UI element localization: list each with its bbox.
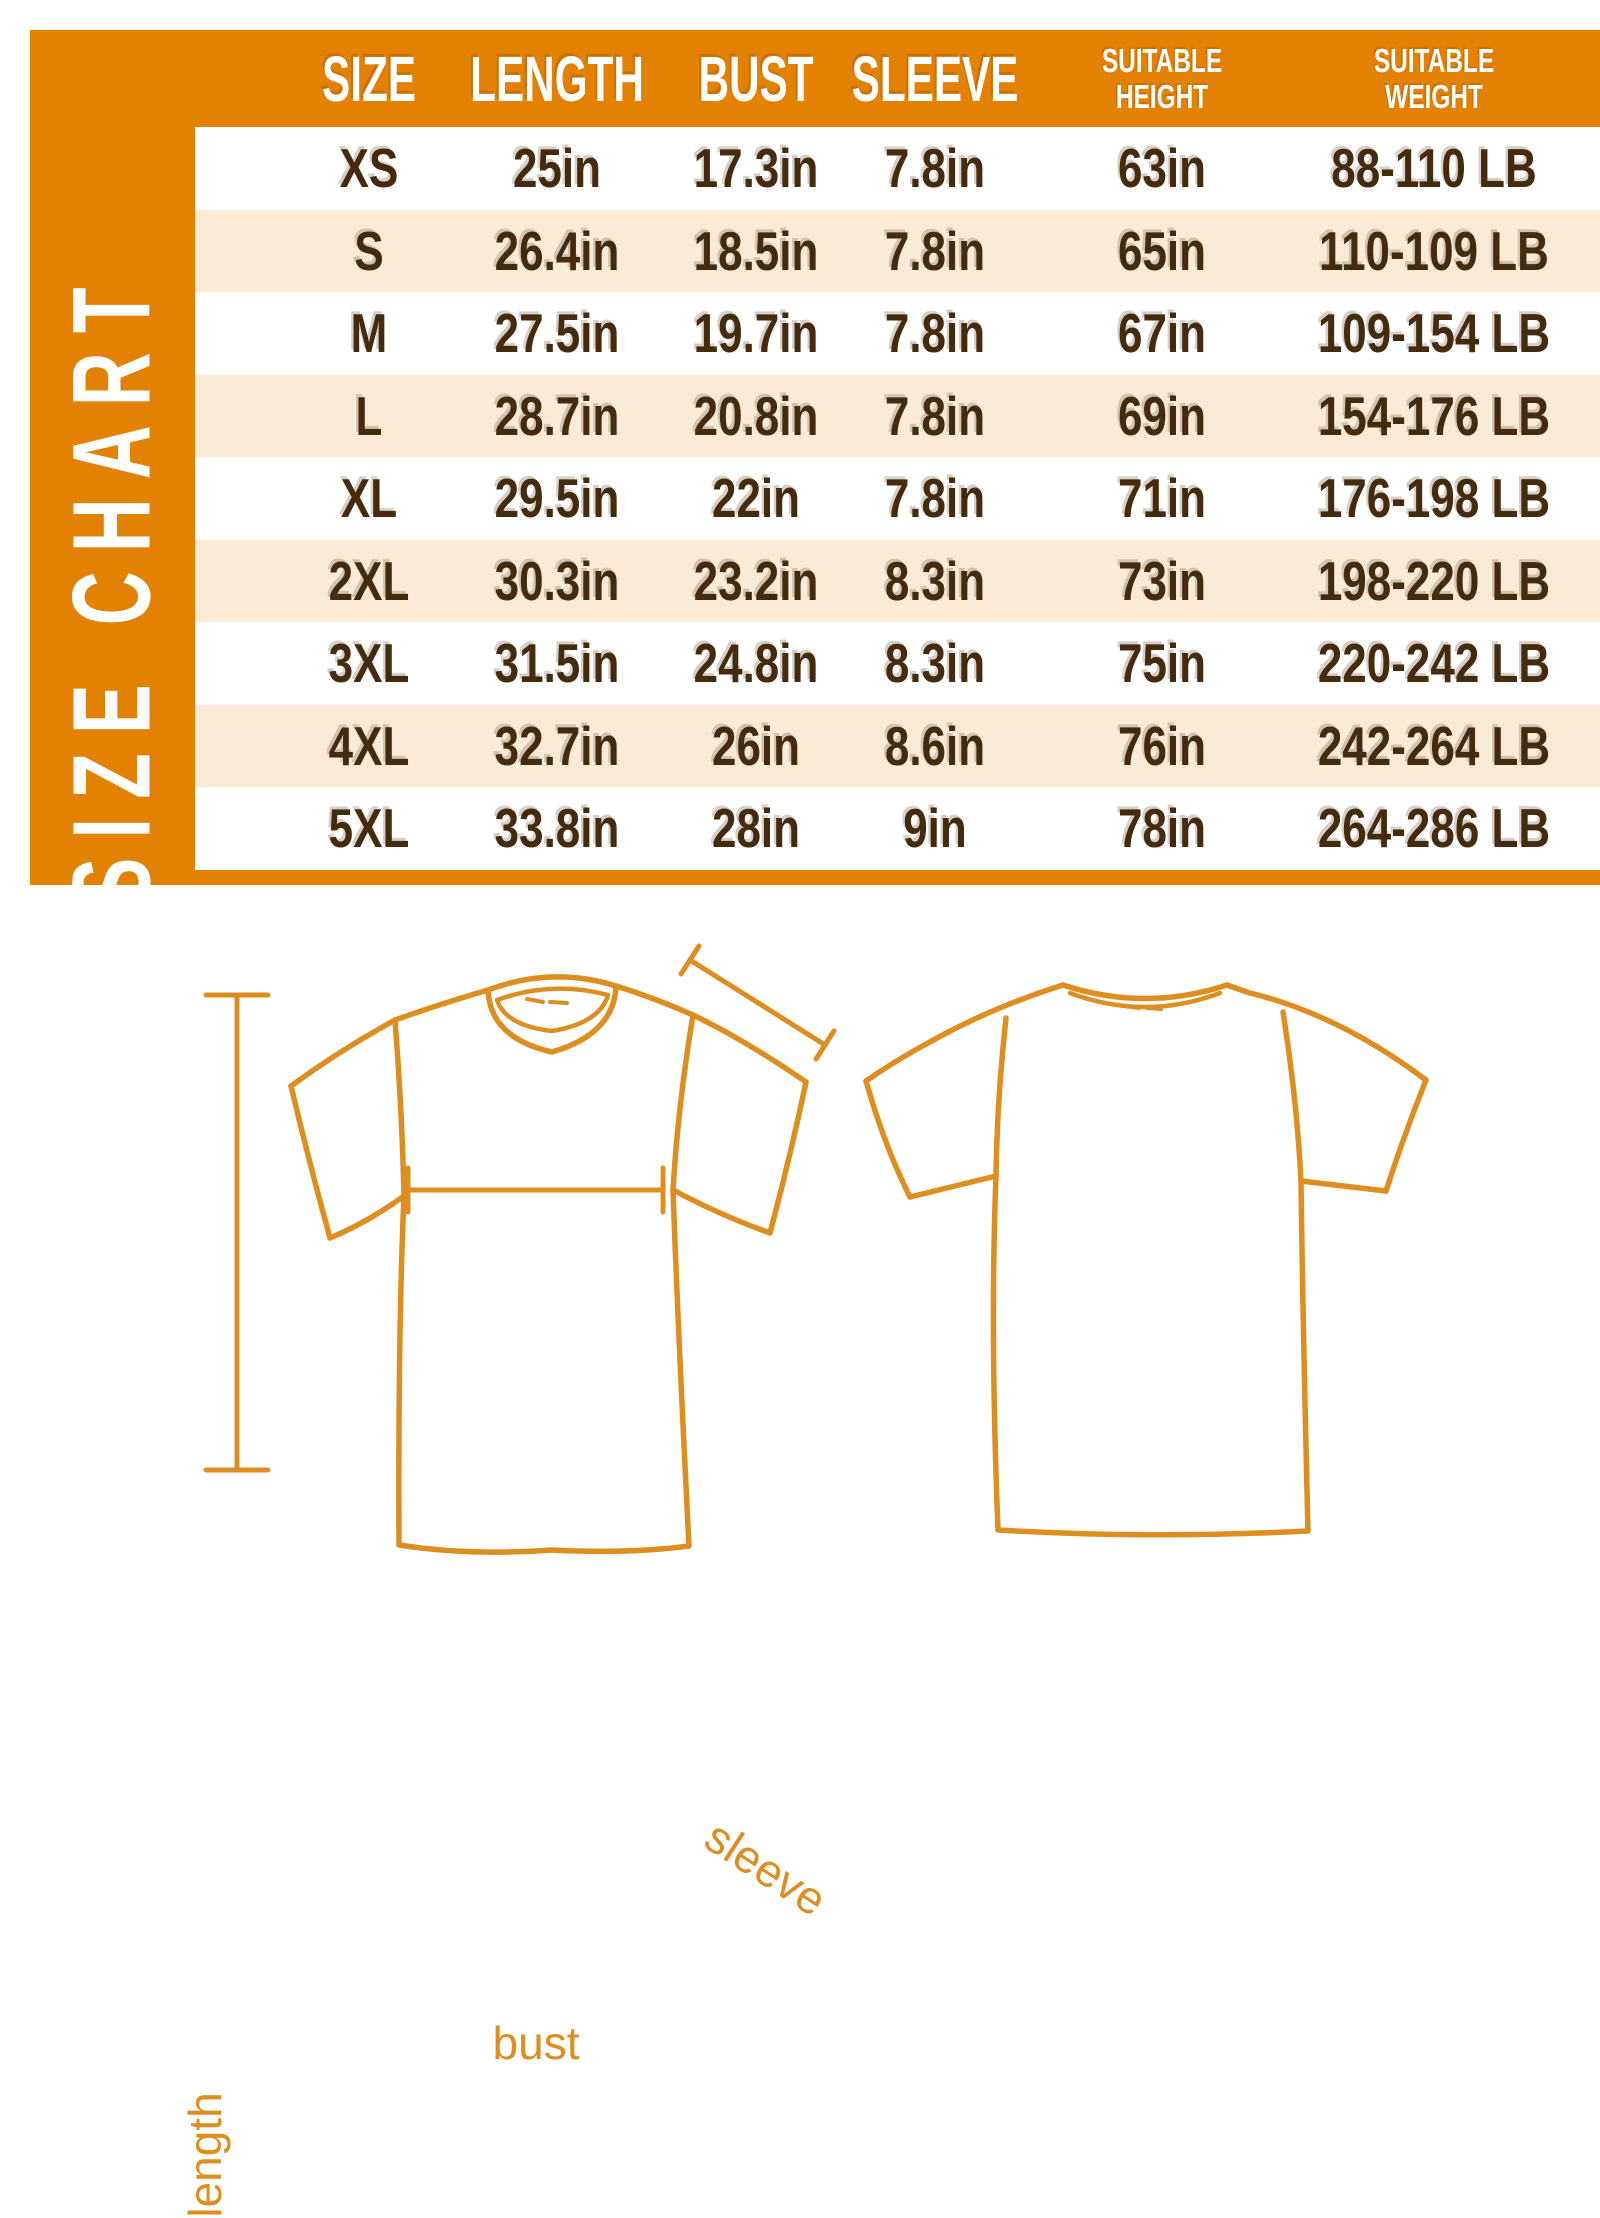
header-cell-label: SLEEVE bbox=[851, 42, 1019, 115]
table-cell-value: 19.7in bbox=[693, 302, 819, 365]
table-cell-value: 7.8in bbox=[884, 302, 986, 365]
table-cell bbox=[479, 705, 635, 788]
page-title-text: SIZE CHART bbox=[50, 268, 174, 908]
table-cell bbox=[1107, 457, 1217, 540]
table-cell-value: 109-154 LB bbox=[1317, 302, 1551, 365]
table-cell bbox=[678, 127, 834, 210]
table-cell-value: 7.8in bbox=[884, 219, 986, 282]
table-cell-value: 22in bbox=[711, 467, 801, 530]
table-cell bbox=[319, 540, 420, 623]
table-cell-value: 32.7in bbox=[494, 714, 620, 777]
table-cell-value: 31.5in bbox=[494, 632, 620, 695]
table-cell bbox=[1289, 540, 1579, 623]
table-cell bbox=[346, 292, 392, 375]
table-row bbox=[195, 787, 1600, 870]
table-cell bbox=[701, 457, 811, 540]
table-cell bbox=[1107, 622, 1217, 705]
table-cell bbox=[479, 787, 635, 870]
bust-label: bust bbox=[492, 2017, 580, 2069]
header-cell-label: LENGTH bbox=[470, 42, 644, 115]
table-cell-value: S bbox=[354, 219, 384, 282]
sleeve-label: sleeve bbox=[696, 1809, 836, 1927]
header-cell bbox=[1081, 30, 1244, 127]
length-label: length bbox=[179, 2092, 231, 2218]
table-cell bbox=[479, 210, 635, 293]
table-cell bbox=[872, 375, 997, 458]
table-cell bbox=[895, 787, 974, 870]
table-cell-value: 25in bbox=[512, 137, 602, 200]
table-cell bbox=[479, 540, 635, 623]
table-cell bbox=[872, 705, 997, 788]
table-cell bbox=[678, 210, 834, 293]
header-cell bbox=[1353, 30, 1516, 127]
table-cell-value: 154-176 LB bbox=[1317, 384, 1551, 447]
table-cell bbox=[1107, 210, 1217, 293]
table-cell-value: 71in bbox=[1117, 467, 1207, 530]
table-cell bbox=[1290, 210, 1577, 293]
table-cell bbox=[701, 787, 811, 870]
table-cell bbox=[1107, 540, 1217, 623]
table-cell-value: XL bbox=[340, 467, 398, 530]
table-row bbox=[195, 375, 1600, 458]
measurement-diagram bbox=[0, 900, 1600, 2218]
bust-arrow bbox=[408, 1168, 663, 1212]
table-cell bbox=[872, 540, 997, 623]
table-cell-value: 23.2in bbox=[693, 549, 819, 612]
table-cell-value: 220-242 LB bbox=[1317, 632, 1551, 695]
table-cell-value: 26.4in bbox=[494, 219, 620, 282]
table-cell bbox=[1289, 705, 1579, 788]
table-cell bbox=[479, 622, 635, 705]
size-chart-frame bbox=[30, 30, 1600, 908]
table-cell-value: M bbox=[350, 302, 388, 365]
table-cell-value: 264-286 LB bbox=[1317, 797, 1551, 860]
table-cell bbox=[332, 127, 405, 210]
header-cell bbox=[425, 30, 688, 127]
table-cell-value: 88-110 LB bbox=[1331, 137, 1537, 200]
table-cell-value: 8.3in bbox=[884, 632, 986, 695]
table-cell bbox=[479, 457, 635, 540]
table-row bbox=[195, 705, 1600, 788]
table-cell-value: 3XL bbox=[328, 632, 410, 695]
tshirt-outline-drawing bbox=[0, 900, 1600, 1600]
table-cell bbox=[1107, 127, 1217, 210]
table-cell-value: 29.5in bbox=[494, 467, 620, 530]
sidebar bbox=[30, 30, 195, 908]
sleeve-arrow bbox=[681, 946, 834, 1059]
table-cell-value: 27.5in bbox=[494, 302, 620, 365]
table-cell bbox=[319, 705, 420, 788]
table-cell bbox=[319, 787, 420, 870]
table-row bbox=[195, 210, 1600, 293]
table-cell bbox=[479, 375, 635, 458]
table-cell-value: 7.8in bbox=[884, 467, 986, 530]
table-cell bbox=[1289, 457, 1579, 540]
header-cell-label: SIZE bbox=[322, 42, 416, 115]
table-cell bbox=[1107, 705, 1217, 788]
table-cell bbox=[502, 127, 612, 210]
table-row bbox=[195, 457, 1600, 540]
table-cell bbox=[479, 292, 635, 375]
table-cell bbox=[1289, 375, 1579, 458]
table-cell-value: 8.6in bbox=[884, 714, 986, 777]
table-cell bbox=[1289, 622, 1579, 705]
table-cell-value: 9in bbox=[903, 797, 967, 860]
table-cell-value: 73in bbox=[1117, 549, 1207, 612]
table-header bbox=[195, 30, 1600, 127]
table-cell bbox=[872, 622, 997, 705]
table-cell-value: 20.8in bbox=[693, 384, 819, 447]
table-cell-value: 78in bbox=[1117, 797, 1207, 860]
table-cell-value: 33.8in bbox=[494, 797, 620, 860]
table-cell-value: 7.8in bbox=[884, 137, 986, 200]
table-cell-value: 28.7in bbox=[494, 384, 620, 447]
table-cell bbox=[1306, 127, 1563, 210]
table-row bbox=[195, 127, 1600, 210]
table-cell bbox=[678, 292, 834, 375]
table-body bbox=[195, 127, 1600, 870]
front-shirt-drawing bbox=[291, 977, 806, 1552]
table-cell-value: 198-220 LB bbox=[1317, 549, 1551, 612]
table-cell-value: 26in bbox=[711, 714, 801, 777]
back-shirt-drawing bbox=[866, 985, 1426, 1535]
table-cell bbox=[872, 127, 997, 210]
table-cell bbox=[1289, 292, 1579, 375]
length-arrow bbox=[206, 995, 268, 1470]
header-cell bbox=[809, 30, 1062, 127]
table-cell bbox=[872, 292, 997, 375]
header-cell-label: SUITABLE WEIGHT bbox=[1373, 41, 1495, 115]
frame-bottom-border bbox=[195, 870, 1600, 886]
table-cell bbox=[678, 622, 834, 705]
header-cell-label: SUITABLE HEIGHT bbox=[1101, 41, 1223, 115]
table-cell-value: 67in bbox=[1117, 302, 1207, 365]
table-cell-value: 4XL bbox=[328, 714, 410, 777]
table-cell-value: XS bbox=[339, 137, 399, 200]
table-row bbox=[195, 292, 1600, 375]
table-cell-value: 17.3in bbox=[693, 137, 819, 200]
table-cell bbox=[1107, 787, 1217, 870]
table-cell-value: 76in bbox=[1117, 714, 1207, 777]
table-cell bbox=[351, 210, 388, 293]
table-cell-value: 28in bbox=[711, 797, 801, 860]
table-cell bbox=[678, 375, 834, 458]
table-cell-value: 63in bbox=[1117, 137, 1207, 200]
table-cell-value: 176-198 LB bbox=[1317, 467, 1551, 530]
table-cell bbox=[1107, 292, 1217, 375]
table-cell-value: 24.8in bbox=[693, 632, 819, 695]
table-cell bbox=[334, 457, 404, 540]
table-cell-value: 7.8in bbox=[884, 384, 986, 447]
table-cell-value: 30.3in bbox=[494, 549, 620, 612]
table-cell-value: 69in bbox=[1117, 384, 1207, 447]
table-cell-value: L bbox=[355, 384, 383, 447]
table-cell bbox=[701, 705, 811, 788]
table-cell bbox=[1289, 787, 1579, 870]
header-cell-label: BUST bbox=[698, 42, 814, 115]
table-cell-value: 18.5in bbox=[693, 219, 819, 282]
table-cell bbox=[319, 622, 420, 705]
table-cell-value: 2XL bbox=[328, 549, 410, 612]
table-cell-value: 242-264 LB bbox=[1317, 714, 1551, 777]
table-row bbox=[195, 540, 1600, 623]
table-cell-value: 65in bbox=[1117, 219, 1207, 282]
table-cell bbox=[352, 375, 386, 458]
header-cell bbox=[298, 30, 440, 127]
table-cell-value: 75in bbox=[1117, 632, 1207, 695]
table-cell-value: 5XL bbox=[328, 797, 410, 860]
table-cell bbox=[678, 540, 834, 623]
table-cell-value: 110-109 LB bbox=[1319, 219, 1549, 282]
table-cell bbox=[872, 210, 997, 293]
table-row bbox=[195, 622, 1600, 705]
table-cell bbox=[872, 457, 997, 540]
table-cell bbox=[1107, 375, 1217, 458]
table-cell-value: 8.3in bbox=[884, 549, 986, 612]
